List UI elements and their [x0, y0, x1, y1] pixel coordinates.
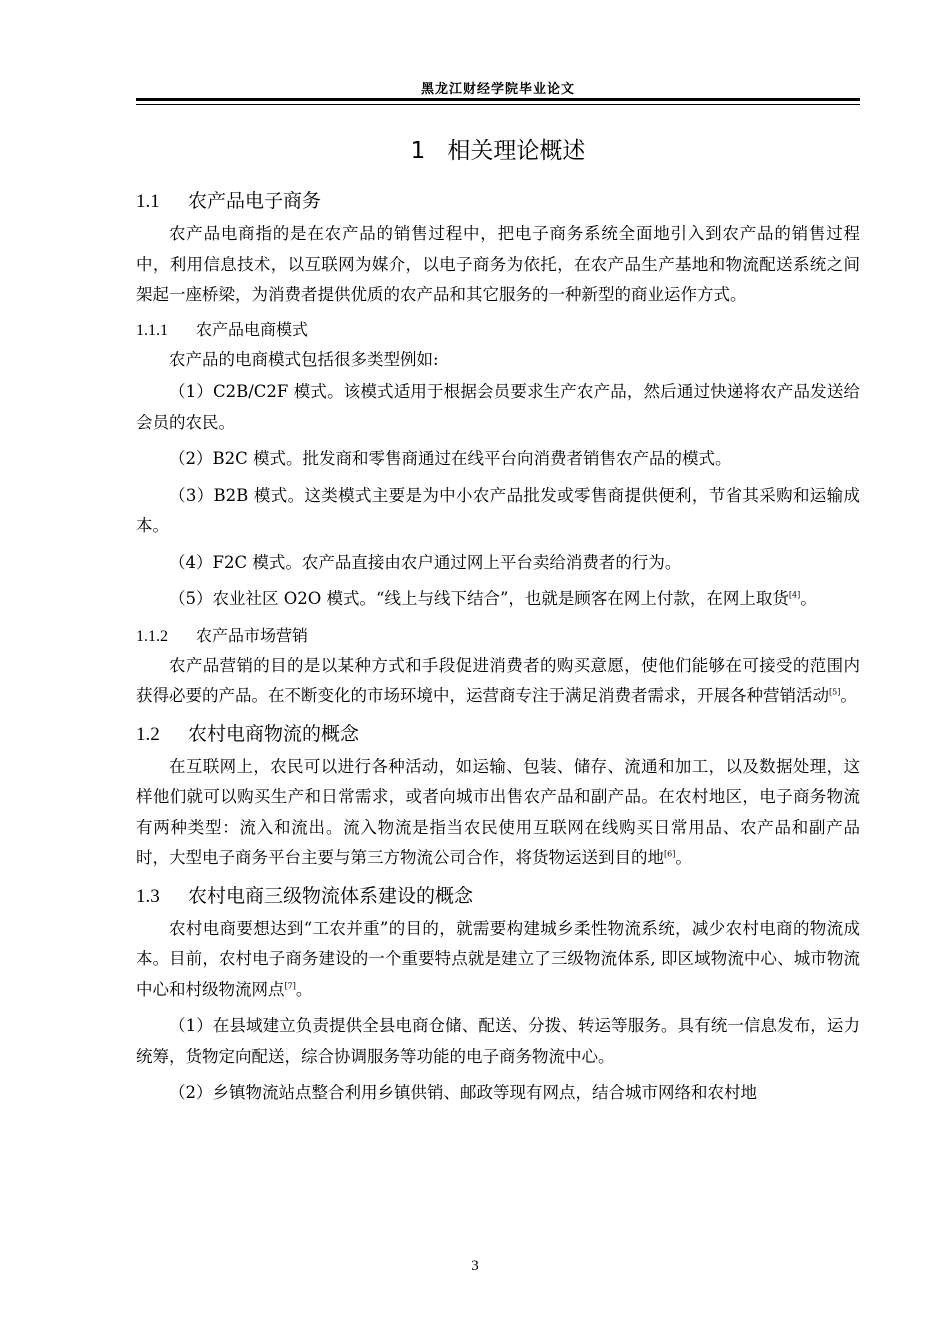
chapter-title: 相关理论概述: [447, 138, 586, 164]
subsection-heading-1-1-2: [136, 621, 860, 651]
list-item: [136, 584, 860, 615]
section-heading-1-3: [136, 878, 860, 914]
subsection-title: 农产品电商模式: [196, 319, 309, 339]
list-item: （1）C2B/C2F 模式。该模式适用于根据会员要求生产农产品，然后通过快递将农产品发送给会员的农民。: [136, 382, 860, 432]
paragraph-text: 农村电商要想达到“工农并重”的目的，就需要构建城乡柔性物流系统，减少农村电商的物流成本。目前，农村电子商务建设的一个重要特点就是建立了三级物流体系, 即区域物流中心、城市物流中心和村级物流网点: [136, 918, 860, 999]
sentence-end: 。: [675, 848, 692, 867]
section-heading-1-1: [136, 183, 860, 219]
subsection-number: 1.1.2: [136, 627, 168, 645]
sentence-end: 。: [840, 686, 857, 705]
paragraph: 农产品电商指的是在农产品的销售过程中，把电子商务系统全面地引入到农产品的销售过程中，利用信息技术，以互联网为媒介，以电子商务为依托，在农产品生产基地和物流配送系统之间架起一座桥梁，为消费者提供优质的农产品和其它服务的一种新型的商业运作方式。: [136, 224, 860, 304]
list-item: （3）B2B 模式。这类模式主要是为中小农产品批发或零售商提供便利，节省其采购和运输成本。: [136, 485, 860, 535]
section-number: 1.2: [136, 723, 160, 745]
section-title: 农产品电子商务: [188, 190, 322, 212]
section-heading-1-2: [136, 716, 860, 752]
section-title: 农村电商物流的概念: [188, 722, 360, 745]
subsection-number: 1.1.1: [136, 321, 168, 339]
running-header: 黑龙江财经学院毕业论文: [420, 82, 575, 97]
header-rule-thin: [136, 104, 860, 105]
citation-ref: [4]: [788, 590, 801, 600]
paragraph: 农产品的电商模式包括很多类型例如:: [169, 349, 439, 369]
list-item: （1）在县域建立负责提供全县电商仓储、配送、分拨、转运等服务。具有统一信息发布，运力统筹，货物定向配送，综合协调服务等功能的电子商务物流中心。: [136, 1016, 860, 1066]
chapter-number: 1: [410, 138, 426, 164]
paragraph: [136, 651, 860, 712]
page-body: [136, 131, 860, 1115]
list-item: （2）乡镇物流站点整合利用乡镇供销、邮政等现有网点，结合城市网络和农村地: [169, 1083, 757, 1102]
section-number: 1.1: [136, 191, 160, 212]
citation-ref: [6]: [664, 849, 676, 859]
section-title: 农村电商三级物流体系建设的概念: [188, 884, 474, 907]
chapter-heading: [136, 131, 860, 171]
subsection-title: 农产品市场营销: [196, 625, 309, 645]
citation-ref: [5]: [829, 687, 841, 697]
page-number: 3: [471, 1258, 479, 1274]
paragraph: [136, 752, 860, 874]
paragraph-text: 农产品营销的目的是以某种方式和手段促进消费者的购买意愿，使他们能够在可接受的范围内获得必要的产品。在不断变化的市场环境中，运营商专注于满足消费者需求，开展各种营销活动: [136, 655, 860, 705]
list-item: （2）B2C 模式。批发商和零售商通过在线平台向消费者销售农产品的模式。: [169, 449, 732, 468]
sentence-end: 。: [295, 979, 313, 999]
list-item-text: （5）农业社区 O2O 模式。“线上与线下结合”，也就是顾客在网上付款，在网上取货: [169, 589, 789, 608]
list-item: （4）F2C 模式。农产品直接由农户通过网上平台卖给消费者的行为。: [169, 552, 682, 572]
subsection-heading-1-1-1: [136, 315, 860, 345]
section-number: 1.3: [136, 885, 160, 907]
citation-ref: [7]: [284, 981, 296, 990]
paragraph-text: 在互联网上，农民可以进行各种活动，如运输、包装、储存、流通和加工，以及数据处理，这样他们就可以购买生产和日常需求，或者向城市出售农产品和副产品。在农村地区，电子商务物流有两种类型：流入和流出。流入物流是指当农民使用互联网在线购买日常用品、农产品和副产品时，大型电子商务平台主要与第三方物流公司合作，将货物运送到目的地: [136, 756, 860, 867]
header-rule-thick: [136, 98, 860, 101]
sentence-end: 。: [800, 589, 817, 608]
paragraph: [136, 914, 860, 1006]
